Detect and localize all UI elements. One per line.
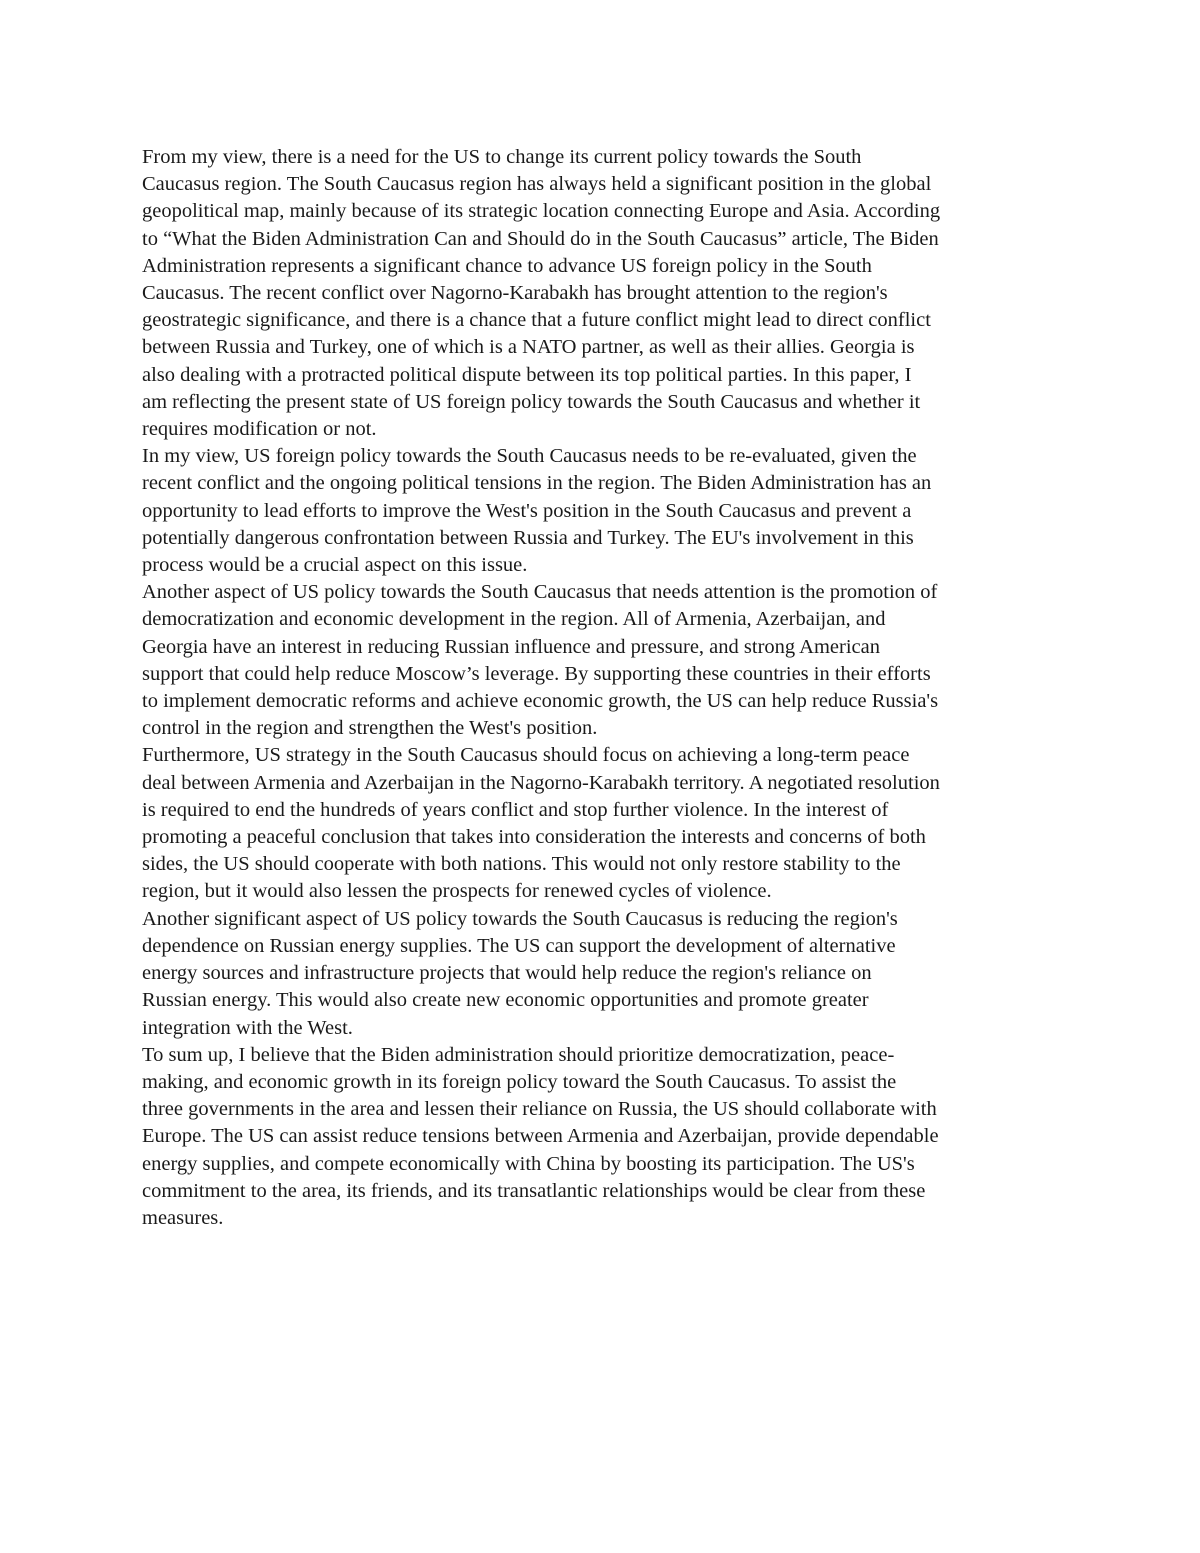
text-line: is required to end the hundreds of years conflict and stop further violence. In the interest of: [142, 798, 889, 821]
text-line: to implement democratic reforms and achieve economic growth, the US can help reduce Russia's: [142, 690, 939, 713]
text-line: to “What the Biden Administration Can and Should do in the South Caucasus” article, The Biden: [142, 227, 939, 250]
text-line: recent conflict and the ongoing political tensions in the region. The Biden Administration has an: [142, 472, 932, 495]
text-line: To sum up, I believe that the Biden administration should prioritize democratization, peace-: [142, 1043, 895, 1066]
text-line: energy sources and infrastructure projects that would help reduce the region's reliance on: [142, 962, 872, 985]
text-line: promoting a peaceful conclusion that takes into consideration the interests and concerns of both: [142, 826, 926, 849]
paragraph: [142, 579, 1072, 742]
text-line: deal between Armenia and Azerbaijan in the Nagorno-Karabakh territory. A negotiated resolution: [142, 771, 940, 794]
text-line: process would be a crucial aspect on this issue.: [142, 554, 528, 577]
paragraph: [142, 1042, 1072, 1232]
text-line: Caucasus. The recent conflict over Nagorno-Karabakh has brought attention to the region's: [142, 282, 888, 305]
text-line: sides, the US should cooperate with both nations. This would not only restore stability to the: [142, 853, 901, 876]
text-line: opportunity to lead efforts to improve the West's position in the South Caucasus and prevent a: [142, 499, 912, 522]
text-line: three governments in the area and lessen their reliance on Russia, the US should collaborate with: [142, 1098, 937, 1121]
text-line: Georgia have an interest in reducing Russian influence and pressure, and strong American: [142, 635, 880, 658]
text-line: democratization and economic development in the region. All of Armenia, Azerbaijan, and: [142, 608, 886, 631]
text-line: From my view, there is a need for the US to change its current policy towards the South: [142, 146, 862, 168]
text-line: geopolitical map, mainly because of its strategic location connecting Europe and Asia. According: [142, 200, 941, 223]
text-line: support that could help reduce Moscow’s leverage. By supporting these countries in their efforts: [142, 662, 931, 685]
text-line: In my view, US foreign policy towards the South Caucasus needs to be re-evaluated, given the: [142, 445, 917, 468]
text-line: making, and economic growth in its foreign policy toward the South Caucasus. To assist the: [142, 1070, 897, 1093]
text-line: integration with the West.: [142, 1016, 353, 1039]
text-line: energy supplies, and compete economically with China by boosting its participation. The US's: [142, 1152, 915, 1175]
text-line: geostrategic significance, and there is a chance that a future conflict might lead to direct conflict: [142, 309, 931, 332]
paragraph: [142, 144, 1072, 443]
text-line: Europe. The US can assist reduce tensions between Armenia and Azerbaijan, provide dependable: [142, 1125, 939, 1148]
text-line: commitment to the area, its friends, and its transatlantic relationships would be clear from these: [142, 1179, 926, 1202]
text-line: requires modification or not.: [142, 418, 377, 441]
text-line: between Russia and Turkey, one of which is a NATO partner, as well as their allies. Georgia is: [142, 336, 915, 359]
text-line: region, but it would also lessen the prospects for renewed cycles of violence.: [142, 880, 772, 903]
document-body: [142, 144, 1072, 1232]
text-line: Administration represents a significant chance to advance US foreign policy in the South: [142, 254, 872, 277]
text-line: control in the region and strengthen the West's position.: [142, 717, 598, 740]
text-line: am reflecting the present state of US foreign policy towards the South Caucasus and whether it: [142, 390, 921, 413]
text-line: dependence on Russian energy supplies. The US can support the development of alternative: [142, 934, 896, 957]
text-line: Furthermore, US strategy in the South Caucasus should focus on achieving a long-term peace: [142, 744, 910, 767]
paragraph: [142, 742, 1072, 905]
text-line: also dealing with a protracted political dispute between its top political parties. In this paper, I: [142, 363, 912, 386]
paragraph: [142, 443, 1072, 579]
text-line: measures.: [142, 1206, 224, 1229]
text-line: Another significant aspect of US policy towards the South Caucasus is reducing the region's: [142, 907, 898, 930]
text-line: Russian energy. This would also create new economic opportunities and promote greater: [142, 989, 869, 1012]
text-line: Another aspect of US policy towards the South Caucasus that needs attention is the promotion of: [142, 581, 938, 604]
paragraph: [142, 906, 1072, 1042]
text-line: Caucasus region. The South Caucasus region has always held a significant position in the global: [142, 173, 932, 196]
text-line: potentially dangerous confrontation between Russia and Turkey. The EU's involvement in this: [142, 526, 914, 549]
